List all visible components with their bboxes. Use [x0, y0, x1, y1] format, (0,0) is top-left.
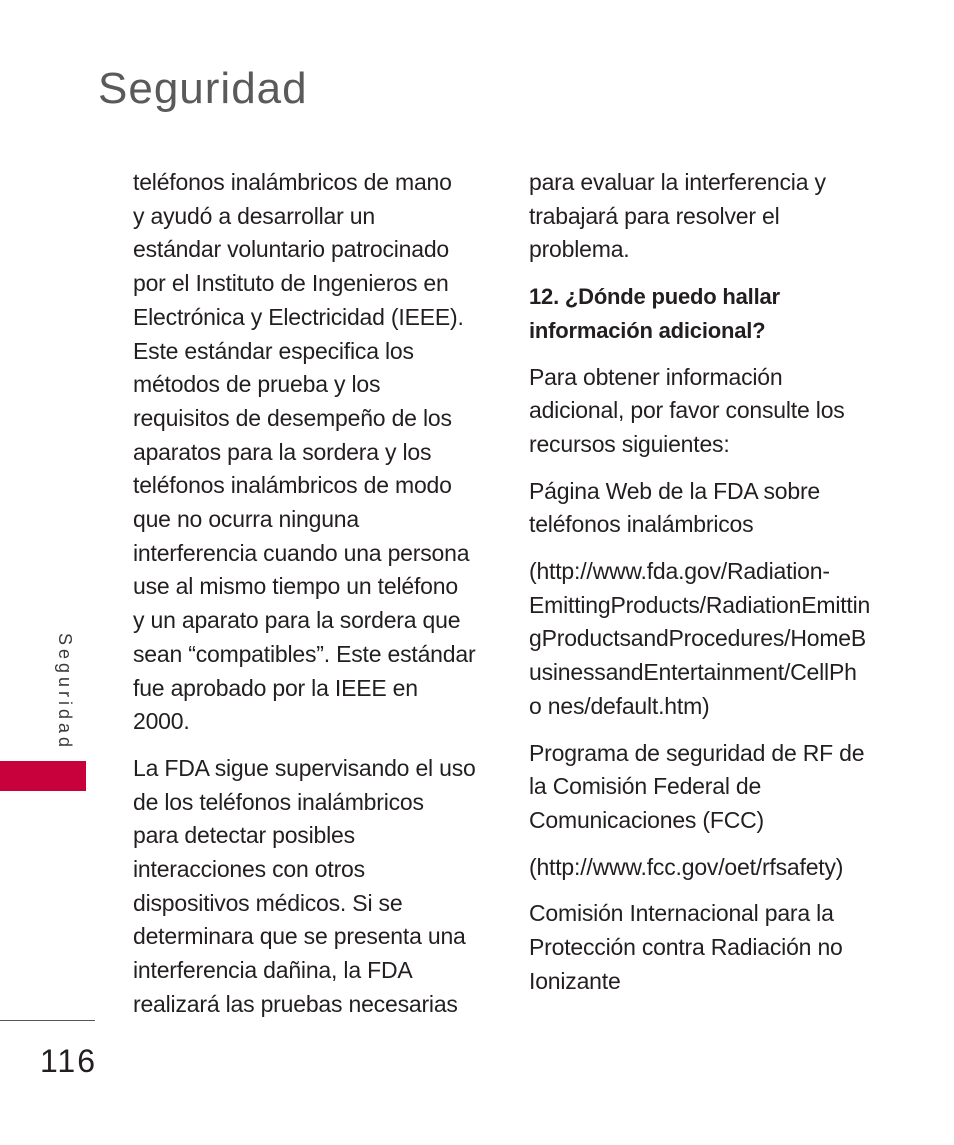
text-line: Programa de seguridad de RF de [529, 739, 865, 766]
text-line: métodos de prueba y los [133, 371, 381, 398]
side-tab-marker [0, 761, 86, 791]
text-line: adicional, por favor consulte los [529, 397, 845, 424]
text-line: por el Instituto de Ingenieros en [133, 270, 449, 297]
text-line: (http://www.fda.gov/Radiation- [529, 558, 830, 585]
text-line: Comisión Internacional para la [529, 900, 834, 927]
right-paragraph-5 [529, 737, 889, 838]
text-line: interferencia dañina, la FDA [133, 957, 413, 984]
text-line: usinessandEntertainment/CellPh [529, 659, 857, 686]
fda-url [529, 555, 889, 724]
right-paragraph-1 [529, 166, 889, 267]
text-line: Este estándar especifica los [133, 337, 414, 364]
text-line: Página Web de la FDA sobre [529, 477, 820, 504]
text-line: teléfonos inalámbricos de mano [133, 169, 452, 195]
text-line: EmittingProducts/RadiationEmittin [529, 591, 871, 618]
text-line: y ayudó a desarrollar un [133, 202, 375, 229]
text-line: para detectar posibles [133, 822, 355, 849]
text-line: recursos siguientes: [529, 430, 730, 457]
text-line: La FDA sigue supervisando el uso [133, 754, 476, 781]
text-line: que no ocurra ninguna [133, 506, 359, 533]
text-line: Protección contra Radiación no [529, 934, 843, 961]
section-heading [529, 280, 889, 347]
text-line: requisitos de desempeño de los [133, 404, 452, 431]
heading-line: 12. ¿Dónde puedo hallar [529, 284, 780, 310]
text-line: aparatos para la sordera y los [133, 438, 432, 465]
text-line: sean “compatibles”. Este estándar [133, 640, 476, 667]
right-paragraph-7 [529, 897, 889, 998]
text-line: fue aprobado por la IEEE en [133, 674, 418, 701]
text-line: interacciones con otros [133, 856, 365, 883]
text-line: Para obtener información [529, 363, 783, 390]
left-paragraph-2 [133, 752, 493, 1022]
text-line: realizará las pruebas necesarias [133, 990, 458, 1017]
left-column [133, 166, 493, 1035]
text-line: gProductsandProcedures/HomeB [529, 625, 867, 652]
text-line: Comunicaciones (FCC) [529, 806, 765, 833]
text-line: teléfonos inalámbricos de modo [133, 472, 452, 499]
text-line: para evaluar la interferencia y [529, 169, 826, 195]
text-line: trabajará para resolver el [529, 202, 780, 229]
text-line: o nes/default.htm) [529, 692, 710, 719]
text-line: Electrónica y Electricidad (IEEE). [133, 303, 464, 330]
text-line: de los teléfonos inalámbricos [133, 788, 424, 815]
page-title: Seguridad [98, 64, 308, 113]
text-line: dispositivos médicos. Si se [133, 889, 403, 916]
page-number: 116 [40, 1043, 98, 1079]
text-line: y un aparato para la sordera que [133, 607, 461, 634]
right-paragraph-3 [529, 475, 889, 542]
text-line: Ionizante [529, 967, 621, 994]
fcc-url [529, 851, 889, 885]
text-line: determinara que se presenta una [133, 923, 466, 950]
left-paragraph-1 [133, 166, 493, 739]
text-line: problema. [529, 236, 630, 263]
text-line: la Comisión Federal de [529, 773, 762, 800]
side-tab-label: Seguridad [55, 633, 75, 752]
right-column [529, 166, 889, 1011]
text-line: use al mismo tiempo un teléfono [133, 573, 458, 600]
heading-line: información adicional? [529, 317, 766, 343]
text-line: estándar voluntario patrocinado [133, 236, 450, 263]
text-line: 2000. [133, 708, 190, 735]
text-line: interferencia cuando una persona [133, 539, 470, 566]
text-line: teléfonos inalámbricos [529, 511, 754, 538]
text-line: (http://www.fcc.gov/oet/rfsafety) [529, 853, 844, 880]
right-paragraph-2 [529, 361, 889, 462]
footer-divider [0, 1020, 95, 1021]
